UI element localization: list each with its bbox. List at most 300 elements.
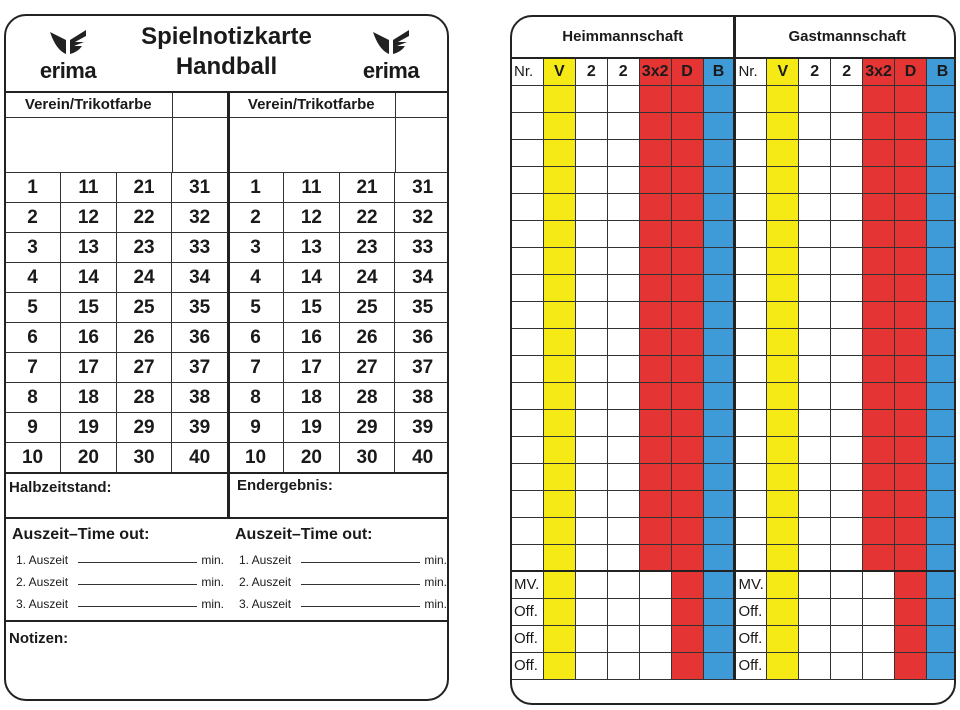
penalty-cell[interactable] xyxy=(863,220,895,247)
penalty-cell[interactable] xyxy=(863,328,895,355)
penalty-cell[interactable] xyxy=(926,625,956,652)
penalty-cell[interactable] xyxy=(767,355,799,382)
penalty-cell[interactable] xyxy=(831,436,863,463)
penalty-cell[interactable] xyxy=(512,355,544,382)
penalty-cell[interactable] xyxy=(767,220,799,247)
penalty-cell[interactable] xyxy=(831,571,863,598)
penalty-cell[interactable] xyxy=(735,490,767,517)
penalty-cell[interactable] xyxy=(703,490,735,517)
penalty-cell[interactable] xyxy=(607,301,639,328)
penalty-cell[interactable] xyxy=(607,166,639,193)
penalty-cell[interactable] xyxy=(735,247,767,274)
penalty-cell[interactable] xyxy=(671,166,703,193)
team-name-field[interactable] xyxy=(6,117,172,172)
penalty-cell[interactable] xyxy=(703,328,735,355)
player-number[interactable]: 2 xyxy=(6,203,61,233)
penalty-cell[interactable] xyxy=(575,193,607,220)
penalty-cell[interactable] xyxy=(543,382,575,409)
penalty-cell[interactable] xyxy=(639,463,671,490)
penalty-cell[interactable] xyxy=(543,544,575,571)
penalty-cell[interactable] xyxy=(543,193,575,220)
penalty-cell[interactable] xyxy=(543,274,575,301)
penalty-cell[interactable] xyxy=(543,139,575,166)
penalty-cell[interactable] xyxy=(639,274,671,301)
penalty-cell[interactable] xyxy=(639,301,671,328)
penalty-cell[interactable] xyxy=(831,517,863,544)
jersey-color-field[interactable] xyxy=(172,117,228,172)
penalty-cell[interactable] xyxy=(703,436,735,463)
penalty-cell[interactable] xyxy=(863,625,895,652)
player-number[interactable]: 33 xyxy=(172,233,228,263)
penalty-cell[interactable] xyxy=(799,301,831,328)
player-number[interactable]: 38 xyxy=(172,383,228,413)
penalty-cell[interactable] xyxy=(703,382,735,409)
player-number[interactable]: 25 xyxy=(116,293,172,323)
player-number[interactable]: 19 xyxy=(61,413,117,443)
penalty-cell[interactable] xyxy=(512,328,544,355)
penalty-cell[interactable] xyxy=(512,85,544,112)
player-number[interactable]: 12 xyxy=(284,203,340,233)
jersey-color-field[interactable] xyxy=(395,117,449,172)
player-number[interactable]: 32 xyxy=(395,203,449,233)
player-number[interactable]: 20 xyxy=(284,443,340,473)
penalty-cell[interactable] xyxy=(926,139,956,166)
penalty-cell[interactable] xyxy=(607,625,639,652)
player-number[interactable]: 24 xyxy=(339,263,395,293)
penalty-cell[interactable] xyxy=(575,463,607,490)
player-number[interactable]: 29 xyxy=(339,413,395,443)
penalty-cell[interactable] xyxy=(735,517,767,544)
penalty-cell[interactable] xyxy=(799,193,831,220)
penalty-cell[interactable] xyxy=(799,517,831,544)
penalty-cell[interactable] xyxy=(703,625,735,652)
penalty-cell[interactable] xyxy=(607,652,639,679)
penalty-cell[interactable] xyxy=(863,166,895,193)
penalty-cell[interactable] xyxy=(895,220,927,247)
timeout-minute-field[interactable] xyxy=(78,562,197,563)
penalty-cell[interactable] xyxy=(512,436,544,463)
player-number[interactable]: 26 xyxy=(116,323,172,353)
penalty-cell[interactable] xyxy=(512,139,544,166)
penalty-cell[interactable] xyxy=(543,463,575,490)
player-number[interactable]: 35 xyxy=(395,293,449,323)
penalty-cell[interactable] xyxy=(575,166,607,193)
penalty-cell[interactable] xyxy=(926,409,956,436)
penalty-cell[interactable] xyxy=(735,409,767,436)
penalty-cell[interactable] xyxy=(831,652,863,679)
penalty-cell[interactable] xyxy=(831,139,863,166)
penalty-cell[interactable] xyxy=(703,247,735,274)
penalty-cell[interactable] xyxy=(671,139,703,166)
penalty-cell[interactable] xyxy=(512,166,544,193)
penalty-cell[interactable] xyxy=(671,463,703,490)
penalty-cell[interactable] xyxy=(671,220,703,247)
penalty-cell[interactable] xyxy=(639,571,671,598)
penalty-cell[interactable] xyxy=(543,85,575,112)
player-number[interactable]: 16 xyxy=(284,323,340,353)
penalty-cell[interactable] xyxy=(512,544,544,571)
penalty-cell[interactable] xyxy=(735,85,767,112)
player-number[interactable]: 18 xyxy=(284,383,340,413)
penalty-cell[interactable] xyxy=(831,409,863,436)
penalty-cell[interactable] xyxy=(607,139,639,166)
penalty-cell[interactable] xyxy=(607,328,639,355)
player-number[interactable]: 24 xyxy=(116,263,172,293)
player-number[interactable]: 14 xyxy=(61,263,117,293)
player-number[interactable]: 11 xyxy=(284,173,340,203)
timeout-minute-field[interactable] xyxy=(78,606,197,607)
penalty-cell[interactable] xyxy=(863,112,895,139)
penalty-cell[interactable] xyxy=(607,409,639,436)
penalty-cell[interactable] xyxy=(926,436,956,463)
penalty-cell[interactable] xyxy=(895,274,927,301)
penalty-cell[interactable] xyxy=(512,112,544,139)
penalty-cell[interactable] xyxy=(735,274,767,301)
player-number[interactable]: 30 xyxy=(116,443,172,473)
player-number[interactable]: 33 xyxy=(395,233,449,263)
penalty-cell[interactable] xyxy=(607,382,639,409)
penalty-cell[interactable] xyxy=(926,598,956,625)
penalty-cell[interactable] xyxy=(895,625,927,652)
penalty-cell[interactable] xyxy=(767,517,799,544)
penalty-cell[interactable] xyxy=(607,220,639,247)
penalty-cell[interactable] xyxy=(543,517,575,544)
penalty-cell[interactable] xyxy=(895,112,927,139)
penalty-cell[interactable] xyxy=(767,409,799,436)
player-number[interactable]: 8 xyxy=(6,383,61,413)
player-number[interactable]: 31 xyxy=(172,173,228,203)
penalty-cell[interactable] xyxy=(926,274,956,301)
penalty-cell[interactable] xyxy=(831,193,863,220)
penalty-cell[interactable] xyxy=(735,193,767,220)
penalty-cell[interactable] xyxy=(639,382,671,409)
player-number[interactable]: 38 xyxy=(395,383,449,413)
player-number[interactable]: 14 xyxy=(284,263,340,293)
penalty-cell[interactable] xyxy=(607,85,639,112)
penalty-cell[interactable] xyxy=(863,139,895,166)
penalty-cell[interactable] xyxy=(799,571,831,598)
penalty-cell[interactable] xyxy=(607,571,639,598)
penalty-cell[interactable] xyxy=(703,544,735,571)
penalty-cell[interactable] xyxy=(831,598,863,625)
penalty-cell[interactable] xyxy=(607,247,639,274)
penalty-cell[interactable] xyxy=(512,490,544,517)
penalty-cell[interactable] xyxy=(575,409,607,436)
penalty-cell[interactable] xyxy=(671,355,703,382)
penalty-cell[interactable] xyxy=(735,166,767,193)
player-number[interactable]: 37 xyxy=(172,353,228,383)
player-number[interactable]: 23 xyxy=(339,233,395,263)
penalty-cell[interactable] xyxy=(639,409,671,436)
penalty-cell[interactable] xyxy=(639,247,671,274)
penalty-cell[interactable] xyxy=(831,85,863,112)
penalty-cell[interactable] xyxy=(799,166,831,193)
timeout-minute-field[interactable] xyxy=(301,562,420,563)
penalty-cell[interactable] xyxy=(735,544,767,571)
penalty-cell[interactable] xyxy=(512,193,544,220)
penalty-cell[interactable] xyxy=(863,409,895,436)
player-number[interactable]: 17 xyxy=(61,353,117,383)
player-number[interactable]: 13 xyxy=(61,233,117,263)
penalty-cell[interactable] xyxy=(575,517,607,544)
penalty-cell[interactable] xyxy=(703,220,735,247)
player-number[interactable]: 32 xyxy=(172,203,228,233)
penalty-cell[interactable] xyxy=(735,220,767,247)
penalty-cell[interactable] xyxy=(735,139,767,166)
penalty-cell[interactable] xyxy=(735,436,767,463)
player-number[interactable]: 1 xyxy=(6,173,61,203)
penalty-cell[interactable] xyxy=(799,139,831,166)
penalty-cell[interactable] xyxy=(895,544,927,571)
penalty-cell[interactable] xyxy=(895,598,927,625)
penalty-cell[interactable] xyxy=(671,247,703,274)
penalty-cell[interactable] xyxy=(831,328,863,355)
penalty-cell[interactable] xyxy=(831,490,863,517)
penalty-cell[interactable] xyxy=(639,85,671,112)
penalty-cell[interactable] xyxy=(895,382,927,409)
penalty-cell[interactable] xyxy=(543,625,575,652)
penalty-cell[interactable] xyxy=(575,139,607,166)
penalty-cell[interactable] xyxy=(831,247,863,274)
penalty-cell[interactable] xyxy=(607,274,639,301)
penalty-cell[interactable] xyxy=(671,112,703,139)
penalty-cell[interactable] xyxy=(767,571,799,598)
penalty-cell[interactable] xyxy=(767,301,799,328)
penalty-cell[interactable] xyxy=(639,166,671,193)
player-number[interactable]: 23 xyxy=(116,233,172,263)
penalty-cell[interactable] xyxy=(512,301,544,328)
timeout-minute-field[interactable] xyxy=(301,584,420,585)
penalty-cell[interactable] xyxy=(767,463,799,490)
penalty-cell[interactable] xyxy=(767,112,799,139)
penalty-cell[interactable] xyxy=(895,463,927,490)
penalty-cell[interactable] xyxy=(926,220,956,247)
penalty-cell[interactable] xyxy=(863,355,895,382)
penalty-cell[interactable] xyxy=(671,274,703,301)
timeout-minute-field[interactable] xyxy=(78,584,197,585)
penalty-cell[interactable] xyxy=(926,463,956,490)
player-number[interactable]: 11 xyxy=(61,173,117,203)
penalty-cell[interactable] xyxy=(735,355,767,382)
penalty-cell[interactable] xyxy=(703,652,735,679)
player-number[interactable]: 16 xyxy=(61,323,117,353)
penalty-cell[interactable] xyxy=(671,382,703,409)
player-number[interactable]: 37 xyxy=(395,353,449,383)
penalty-cell[interactable] xyxy=(703,517,735,544)
player-number[interactable]: 26 xyxy=(339,323,395,353)
penalty-cell[interactable] xyxy=(767,274,799,301)
penalty-cell[interactable] xyxy=(863,436,895,463)
penalty-cell[interactable] xyxy=(767,544,799,571)
penalty-cell[interactable] xyxy=(575,220,607,247)
player-number[interactable]: 21 xyxy=(116,173,172,203)
penalty-cell[interactable] xyxy=(926,247,956,274)
penalty-cell[interactable] xyxy=(543,571,575,598)
penalty-cell[interactable] xyxy=(543,328,575,355)
penalty-cell[interactable] xyxy=(895,436,927,463)
penalty-cell[interactable] xyxy=(671,490,703,517)
penalty-cell[interactable] xyxy=(639,544,671,571)
penalty-cell[interactable] xyxy=(831,301,863,328)
penalty-cell[interactable] xyxy=(863,193,895,220)
penalty-cell[interactable] xyxy=(703,409,735,436)
penalty-cell[interactable] xyxy=(735,382,767,409)
player-number[interactable]: 17 xyxy=(284,353,340,383)
penalty-cell[interactable] xyxy=(671,85,703,112)
penalty-cell[interactable] xyxy=(639,652,671,679)
penalty-cell[interactable] xyxy=(575,598,607,625)
penalty-cell[interactable] xyxy=(575,301,607,328)
penalty-cell[interactable] xyxy=(799,652,831,679)
player-number[interactable]: 27 xyxy=(339,353,395,383)
penalty-cell[interactable] xyxy=(671,652,703,679)
penalty-cell[interactable] xyxy=(512,463,544,490)
player-number[interactable]: 34 xyxy=(172,263,228,293)
penalty-cell[interactable] xyxy=(735,463,767,490)
penalty-cell[interactable] xyxy=(607,193,639,220)
penalty-cell[interactable] xyxy=(863,517,895,544)
penalty-cell[interactable] xyxy=(671,517,703,544)
player-number[interactable]: 15 xyxy=(284,293,340,323)
penalty-cell[interactable] xyxy=(639,139,671,166)
penalty-cell[interactable] xyxy=(703,598,735,625)
player-number[interactable]: 5 xyxy=(229,293,284,323)
player-number[interactable]: 12 xyxy=(61,203,117,233)
penalty-cell[interactable] xyxy=(863,247,895,274)
player-number[interactable]: 7 xyxy=(229,353,284,383)
player-number[interactable]: 10 xyxy=(229,443,284,473)
player-number[interactable]: 31 xyxy=(395,173,449,203)
penalty-cell[interactable] xyxy=(639,517,671,544)
penalty-cell[interactable] xyxy=(671,301,703,328)
penalty-cell[interactable] xyxy=(799,274,831,301)
penalty-cell[interactable] xyxy=(767,328,799,355)
penalty-cell[interactable] xyxy=(671,544,703,571)
player-number[interactable]: 15 xyxy=(61,293,117,323)
penalty-cell[interactable] xyxy=(895,652,927,679)
penalty-cell[interactable] xyxy=(863,598,895,625)
penalty-cell[interactable] xyxy=(607,517,639,544)
penalty-cell[interactable] xyxy=(926,544,956,571)
player-number[interactable]: 28 xyxy=(116,383,172,413)
penalty-cell[interactable] xyxy=(575,652,607,679)
player-number[interactable]: 36 xyxy=(395,323,449,353)
penalty-cell[interactable] xyxy=(926,355,956,382)
penalty-cell[interactable] xyxy=(863,85,895,112)
player-number[interactable]: 34 xyxy=(395,263,449,293)
penalty-cell[interactable] xyxy=(512,409,544,436)
penalty-cell[interactable] xyxy=(703,166,735,193)
penalty-cell[interactable] xyxy=(895,490,927,517)
penalty-cell[interactable] xyxy=(895,409,927,436)
penalty-cell[interactable] xyxy=(926,328,956,355)
penalty-cell[interactable] xyxy=(799,112,831,139)
penalty-cell[interactable] xyxy=(703,139,735,166)
player-number[interactable]: 13 xyxy=(284,233,340,263)
penalty-cell[interactable] xyxy=(926,652,956,679)
penalty-cell[interactable] xyxy=(639,598,671,625)
penalty-cell[interactable] xyxy=(512,247,544,274)
penalty-cell[interactable] xyxy=(926,85,956,112)
penalty-cell[interactable] xyxy=(799,328,831,355)
penalty-cell[interactable] xyxy=(639,328,671,355)
penalty-cell[interactable] xyxy=(671,625,703,652)
penalty-cell[interactable] xyxy=(639,355,671,382)
penalty-cell[interactable] xyxy=(512,517,544,544)
penalty-cell[interactable] xyxy=(703,355,735,382)
penalty-cell[interactable] xyxy=(926,301,956,328)
player-number[interactable]: 25 xyxy=(339,293,395,323)
player-number[interactable]: 8 xyxy=(229,383,284,413)
penalty-cell[interactable] xyxy=(831,166,863,193)
penalty-cell[interactable] xyxy=(799,463,831,490)
penalty-cell[interactable] xyxy=(575,247,607,274)
penalty-cell[interactable] xyxy=(703,463,735,490)
penalty-cell[interactable] xyxy=(575,328,607,355)
penalty-cell[interactable] xyxy=(831,544,863,571)
penalty-cell[interactable] xyxy=(767,436,799,463)
player-number[interactable]: 6 xyxy=(6,323,61,353)
penalty-cell[interactable] xyxy=(639,625,671,652)
penalty-cell[interactable] xyxy=(767,625,799,652)
player-number[interactable]: 9 xyxy=(6,413,61,443)
player-number[interactable]: 1 xyxy=(229,173,284,203)
penalty-cell[interactable] xyxy=(543,247,575,274)
penalty-cell[interactable] xyxy=(575,490,607,517)
player-number[interactable]: 21 xyxy=(339,173,395,203)
penalty-cell[interactable] xyxy=(863,652,895,679)
player-number[interactable]: 6 xyxy=(229,323,284,353)
penalty-cell[interactable] xyxy=(895,355,927,382)
penalty-cell[interactable] xyxy=(895,139,927,166)
penalty-cell[interactable] xyxy=(895,328,927,355)
penalty-cell[interactable] xyxy=(863,544,895,571)
penalty-cell[interactable] xyxy=(543,436,575,463)
penalty-cell[interactable] xyxy=(863,490,895,517)
penalty-cell[interactable] xyxy=(799,85,831,112)
penalty-cell[interactable] xyxy=(543,355,575,382)
penalty-cell[interactable] xyxy=(895,193,927,220)
penalty-cell[interactable] xyxy=(671,409,703,436)
penalty-cell[interactable] xyxy=(607,490,639,517)
penalty-cell[interactable] xyxy=(703,274,735,301)
penalty-cell[interactable] xyxy=(639,112,671,139)
player-number[interactable]: 40 xyxy=(395,443,449,473)
player-number[interactable]: 28 xyxy=(339,383,395,413)
penalty-cell[interactable] xyxy=(895,571,927,598)
penalty-cell[interactable] xyxy=(799,436,831,463)
penalty-cell[interactable] xyxy=(512,220,544,247)
penalty-cell[interactable] xyxy=(863,301,895,328)
penalty-cell[interactable] xyxy=(703,301,735,328)
penalty-cell[interactable] xyxy=(671,571,703,598)
penalty-cell[interactable] xyxy=(639,436,671,463)
penalty-cell[interactable] xyxy=(575,85,607,112)
player-number[interactable]: 22 xyxy=(116,203,172,233)
penalty-cell[interactable] xyxy=(543,220,575,247)
penalty-cell[interactable] xyxy=(895,85,927,112)
player-number[interactable]: 39 xyxy=(395,413,449,443)
player-number[interactable]: 22 xyxy=(339,203,395,233)
penalty-cell[interactable] xyxy=(671,193,703,220)
penalty-cell[interactable] xyxy=(926,193,956,220)
player-number[interactable]: 40 xyxy=(172,443,228,473)
team-name-field[interactable] xyxy=(229,117,395,172)
penalty-cell[interactable] xyxy=(799,220,831,247)
penalty-cell[interactable] xyxy=(512,274,544,301)
penalty-cell[interactable] xyxy=(799,625,831,652)
penalty-cell[interactable] xyxy=(575,571,607,598)
